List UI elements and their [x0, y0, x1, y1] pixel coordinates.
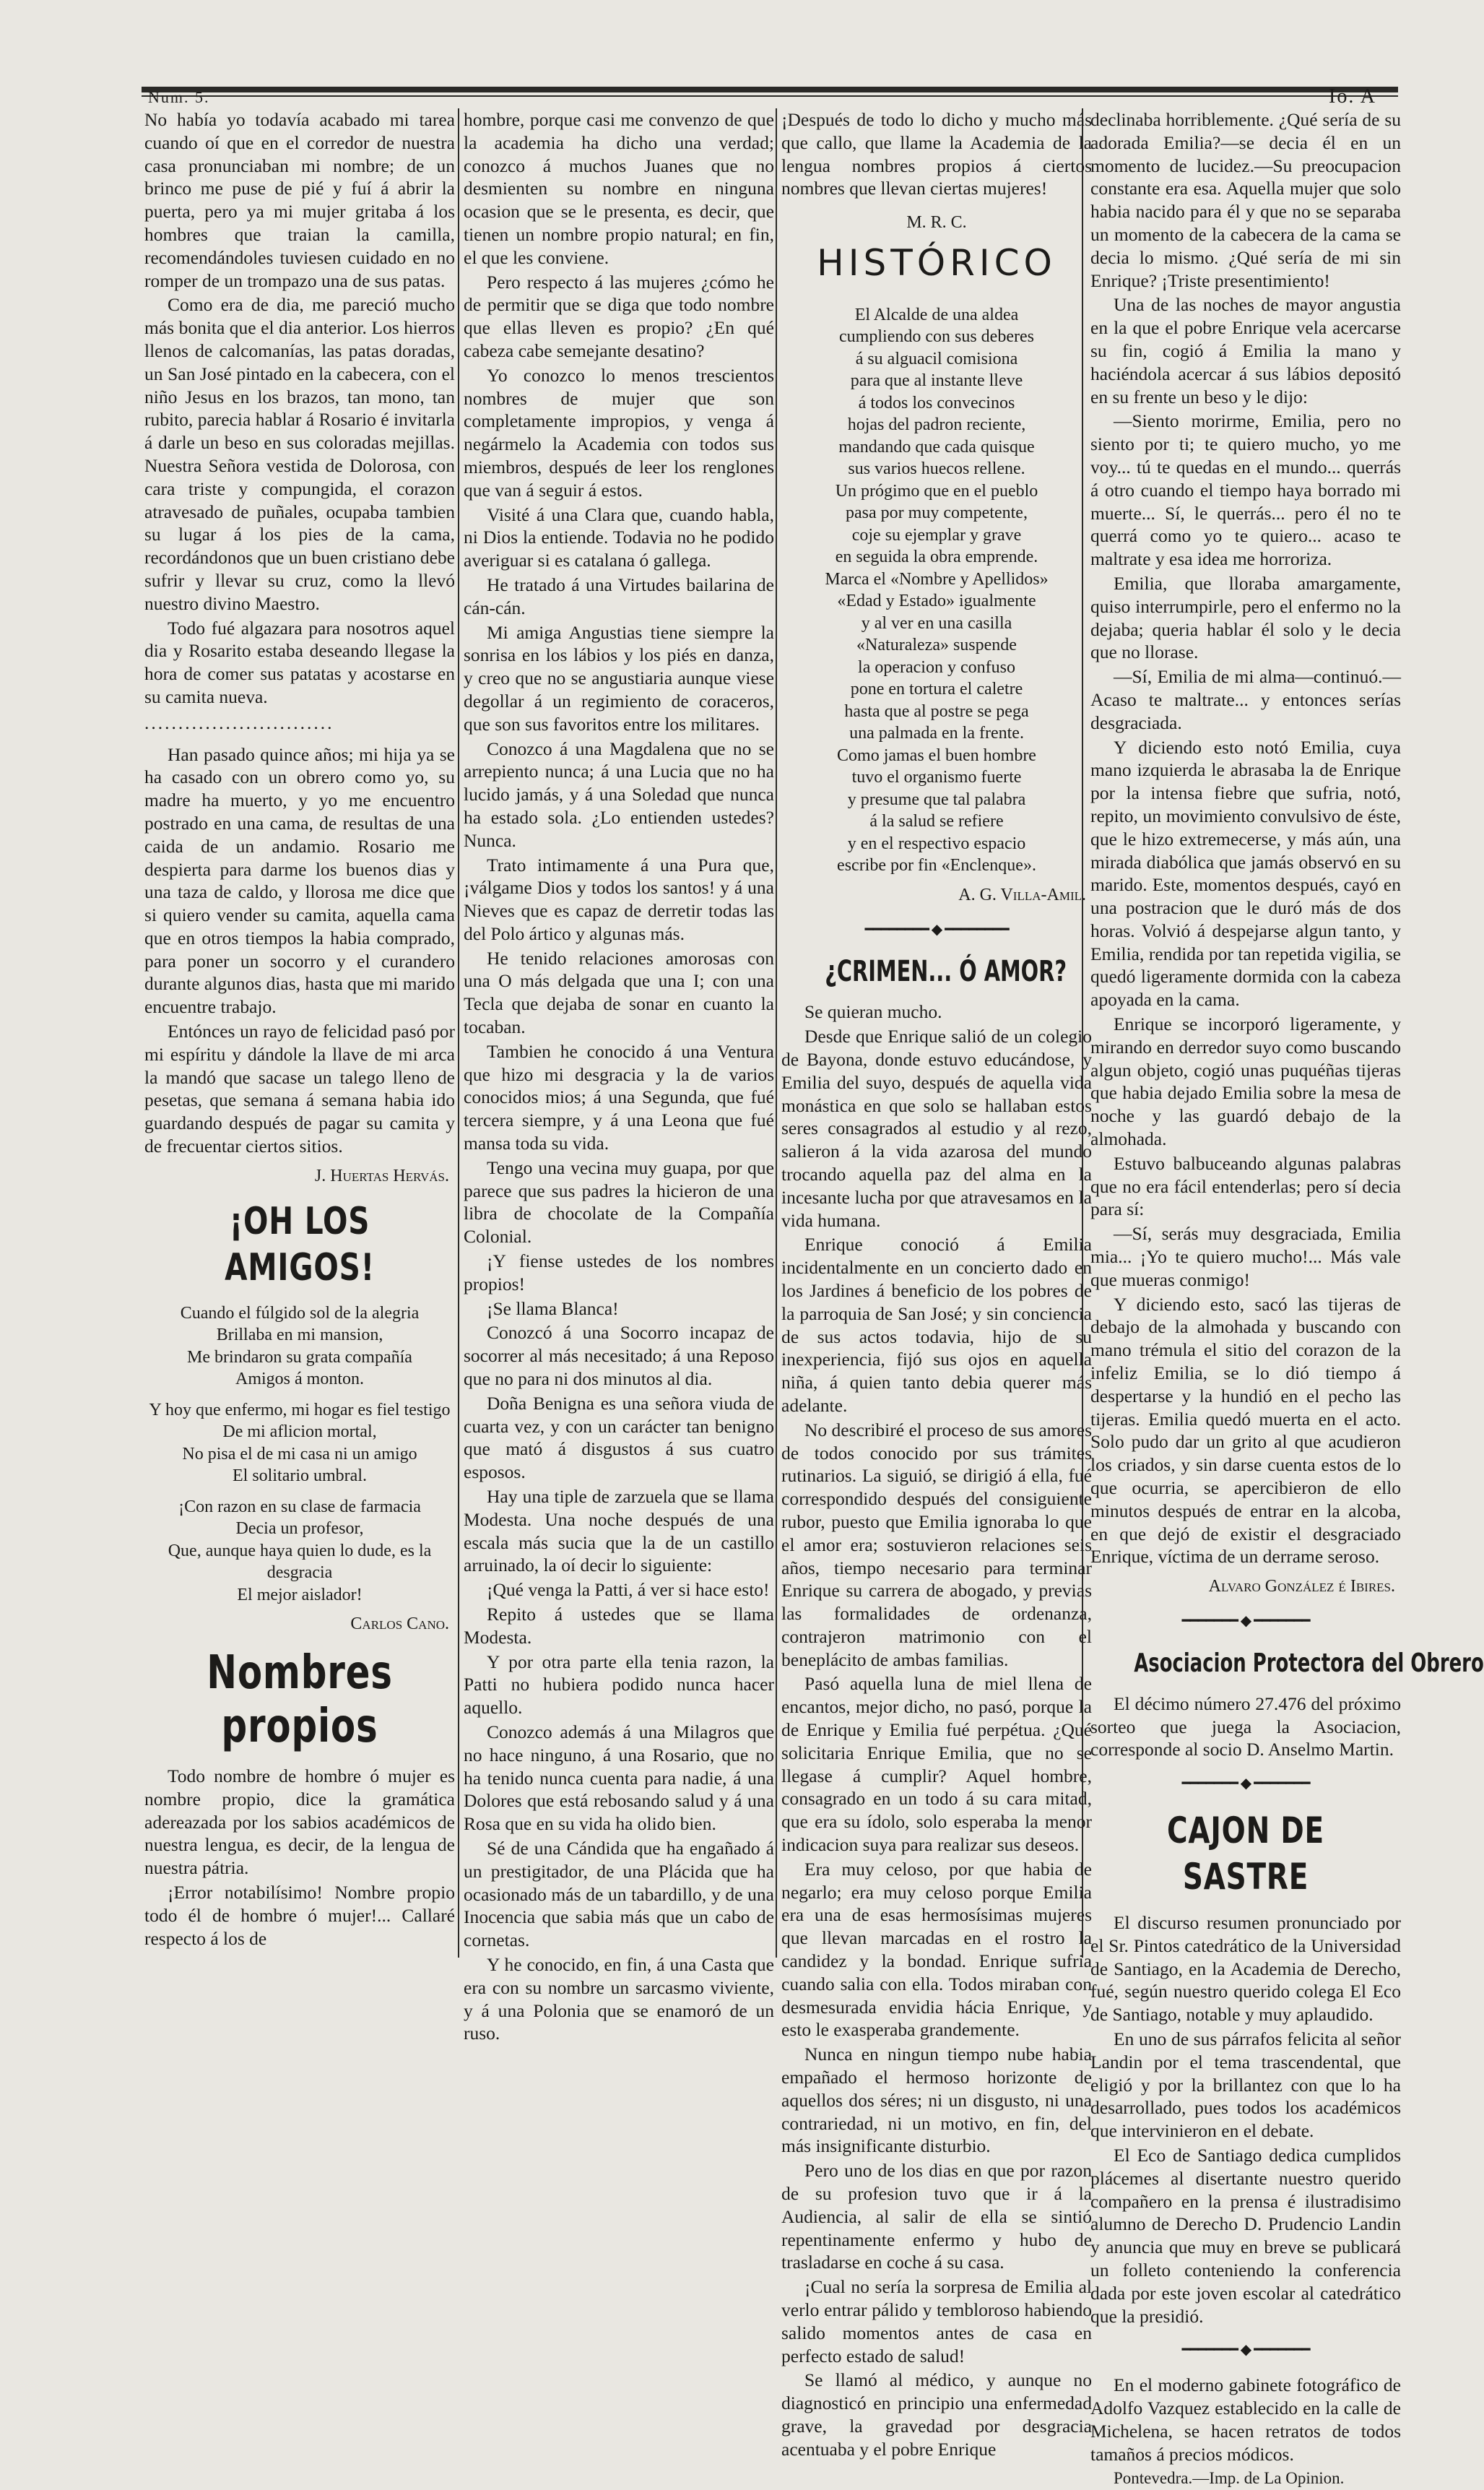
paragraph: Visité á una Clara que, cuando habla, ni Dios la entiende. Todavia no he podido averiguar si es catalana ó gallega.	[464, 503, 774, 571]
article-title: Nombres propios	[207, 1646, 393, 1753]
paragraph: El décimo número 27.476 del próximo sorteo que juega la Asociacion, corresponde al socio D. Anselmo Martin.	[1090, 1693, 1401, 1760]
paragraph: Doña Benigna es una señora viuda de cuarta vez, y con un carácter tan benigno que mató á disgustos á sus cuatro esposos.	[464, 1392, 774, 1483]
column-2	[464, 108, 774, 2088]
verse-line: cumpliendo con sus deberes	[839, 327, 1034, 347]
verse-line: Un prógimo que en el pueblo	[835, 481, 1038, 501]
paragraph: Conozco á una Magdalena que no se arrepiento nunca; á una Lucia que no ha lucido jamás, y á una Soledad que nunca ha estado sola. ¿Lo entienden ustedes? Nunca.	[464, 738, 774, 851]
paragraph: No describiré el proceso de sus amores de todos conocido por sus trámites rutinarios. La siguió, se dirigió á ella, fué correspondido después del consiguiente rubor, puesto que Emilia ignoraba lo que el amor era; sostuvieron relaciones seis años, tiempo necesario para terminar Enrique su carrera de abogado, y previas las formalidades de ordenanza, contrajeron matrimonio con el beneplácito de ambas familias.	[781, 1419, 1092, 1670]
paragraph: Hay una tiple de zarzuela que se llama Modesta. Una noche después de una escala más sucia que la de un castillo arruinado, la oí decir lo siguiente:	[464, 1486, 774, 1576]
verse-line: Como jamas el buen hombre	[837, 745, 1036, 765]
paragraph: Han pasado quince años; mi hija ya se ha casado con un obrero como yo, su madre ha muerto, y yo me encuentro postrado en una cama, de resultas de una caida de un andamio. Rosario me despierta para darme los buenos dias y una taza de caldo, y llorosa me dice que si quiero vender su camita, aquella cama que en otros tiempos la habia comprado, para poner un socorro y el curandero durante algunos dias, hasta que mi marido encuentre trabajo.	[144, 743, 455, 1018]
paragraph: He tenido relaciones amorosas con una O más delgada que una I; con una Tecla que dejaba de sonar en cuanto la tocaban.	[464, 947, 774, 1038]
verse-line: hojas del padron reciente,	[847, 415, 1026, 435]
author-signature: M. R. C.	[906, 213, 967, 233]
verse-line: escribe por fin «Enclenque».	[837, 856, 1036, 876]
ornament-divider: ━━━━━━━ ◆ ━━━━━━━	[1181, 1776, 1310, 1792]
paragraph: ¡Cual no sería la sorpresa de Emilia al verlo entrar pálido y tembloroso habiendo salido momentos antes de casa en perfecto estado de salud!	[781, 2276, 1092, 2366]
header-rule	[142, 87, 1398, 92]
verse-gap	[144, 1391, 455, 1399]
verse-line: Amigos á monton.	[235, 1370, 364, 1389]
verse-line: y en el respectivo espacio	[847, 834, 1026, 853]
paragraph: declinaba horriblemente. ¿Qué sería de su adorada Emilia?—se decia él en un momento de lucidez.—Su preocupacion constante era esa. Aquella mujer que solo habia nacido para él y que no se separaba un momento de la cabecera de la cama se decia lo mismo. ¿Qué sería de mi sin Enrique? ¡Triste presentimiento!	[1090, 109, 1401, 291]
column-1	[144, 108, 455, 2088]
imprint-line: Pontevedra.—Imp. de La Opinion.	[1114, 2469, 1345, 2488]
verse-line: la operacion y confuso	[858, 657, 1015, 677]
verse-line: tuvo el organismo fuerte	[851, 768, 1022, 787]
paragraph: Y he conocido, en fin, á una Casta que era con su nombre un sarcasmo viviente, y á una Polonia que se enamoró de un ruso.	[464, 1953, 774, 2044]
paragraph: Enrique conoció á Emilia incidentalmente en un concierto dado en los Jardines á beneficio de los pobres de la parroquia de San José; y sin conciencia de sus actos todavia, hijo de su inexperiencia, fijó sus ojos en aquella niña, á quien tanto debia querer más adelante.	[781, 1234, 1092, 1416]
verse-line: Y hoy que enfermo, mi hogar es fiel testigo	[149, 1400, 451, 1419]
verse-line: Decia un profesor,	[235, 1519, 364, 1539]
ellipsis-line: ............................	[144, 712, 334, 733]
page-marker: Io. A	[1329, 85, 1376, 108]
ornament-divider: ━━━━━━━ ◆ ━━━━━━━	[1181, 1613, 1310, 1629]
section-title: CAJON DE SASTRE	[1167, 1809, 1324, 1898]
verse-line: Me brindaron su grata compañía	[187, 1347, 412, 1367]
paragraph: Yo conozco lo menos trescientos nombres de mujer que son completamente impropios, y venga á negármelo la Academia con todos sus miembros, después de leer los renglones que van á seguir á estos.	[464, 364, 774, 501]
paragraph: Y diciendo esto notó Emilia, cuya mano izquierda le abrasaba la de Enrique por la intensa fiebre que sufria, notó, repito, un movimiento convulsivo de éste, que le hizo extremecerse, y más aún, una mirada diabólica que jamás observó en su marido. Este, momentos después, cayó en una postracion que le duró más de dos horas. Volvió á despejarse algun tanto, y Emilia, rendida por tan repetida vigilia, se quedó ligeramente dormida con la cabeza apoyada en la cama.	[1090, 736, 1401, 1011]
verse-line: hasta que al postre se pega	[844, 701, 1029, 721]
verse-line: Brillaba en mi mansion,	[216, 1326, 383, 1345]
paragraph: ¡Error notabilísimo! Nombre propio todo él de hombre ó mujer!... Callaré respecto á los de	[144, 1881, 455, 1949]
verse-line: en seguida la obra emprende.	[835, 548, 1038, 567]
paragraph: Trato intimamente á una Pura que, ¡válgame Dios y todos los santos! y á una Nieves que es capaz de derretir todas las del Polo ártico y algunas más.	[464, 854, 774, 944]
verse-line: «Edad y Estado» igualmente	[837, 592, 1036, 611]
paragraph: Y por otra parte ella tenia razon, la Patti no hubiera podido nunca hacer aquello.	[464, 1651, 774, 1719]
paragraph: Tengo una vecina muy guapa, por que parece que sus padres la hicieron de una libra de chocolate de la Compañía Colonial.	[464, 1157, 774, 1248]
paragraph: En el moderno gabinete fotográfico de Adolfo Vazquez establecido en la calle de Michelena, se hacen retratos de todos tamaños á precios módicos.	[1090, 2374, 1401, 2465]
paragraph: —Siento morirme, Emilia, pero no siento por ti; te quiero mucho, yo me voy... tú te quedas en el mundo... querrás á otro cuando el tiempo haya borrado mi muerte... Sí, le querrás... pero él no te querrá como yo te quiero... acaso te maltrate y esa idea me horroriza.	[1090, 410, 1401, 570]
paragraph: ¡Y fiense ustedes de los nombres propios!	[464, 1250, 774, 1294]
verse-line: á la salud se refiere	[869, 812, 1004, 831]
issue-number: Num. 5.	[148, 88, 210, 106]
paragraph: Se llamó al médico, y aunque no diagnosticó en principio una enfermedad grave, la gravedad por desgracia acentuaba y el pobre Enrique	[781, 2369, 1092, 2460]
article-title: ¡OH LOS AMIGOS!	[225, 1199, 375, 1289]
column-rule	[458, 108, 459, 1958]
paragraph: Desde que Enrique salió de un colegio de Bayona, donde estuvo educándose, y Emilia del suyo, después de aquella vida monástica en que solo se hallaban estos seres consagrados al estudio y al rezo, salieron á la vida azarosa del mundo trocando aquella paz del alma en la incesante lucha por que atravesamos en la vida humana.	[781, 1026, 1092, 1231]
paragraph: ¡Qué venga la Patti, á ver si hace esto!	[487, 1579, 770, 1601]
verse-line: y presume que tal palabra	[847, 790, 1026, 809]
paragraph: El Eco de Santiago dedica cumplidos plácemes al disertante nuestro querido compañero en la prensa é ilustradisimo alumno de Derecho D. Prudencio Landin y anuncia que muy en breve se publicará un folleto conteniendo la conferencia dada por este joven escolar al catedrático que la presidió.	[1090, 2144, 1401, 2327]
verse-line: Marca el «Nombre y Apellidos»	[825, 569, 1049, 589]
author-signature: A. G. Villa-Amil.	[958, 885, 1086, 904]
paragraph: Todo fué algazara para nosotros aquel dia y Rosarito estaba deseando llegase la hora de comer sus patatas y acostarse en su camita nueva.	[144, 617, 455, 707]
paragraph: ¡Después de todo lo dicho y mucho más que callo, que llame la Academia de la lengua nombres propios á ciertos nombres que llevan ciertas mujeres!	[781, 109, 1092, 199]
paragraph: —Sí, Emilia de mi alma—continuó.—Acaso te maltrate... y entonces serías desgraciada.	[1090, 666, 1401, 733]
article-title: HISTÓRICO	[817, 241, 1056, 284]
column-4	[1090, 108, 1484, 2488]
verse-line: El mejor aislador!	[237, 1585, 363, 1604]
verse-line: El Alcalde de una aldea	[854, 305, 1019, 324]
paragraph: Tambien he conocido á una Ventura que hizo mi desgracia y la de varios conocidos mios; á una Segunda, que fué tercera siempre, y á una Leona que fué mansa toda su vida.	[464, 1040, 774, 1154]
paragraph: ¡Se llama Blanca!	[487, 1297, 619, 1319]
column-rule	[776, 108, 777, 1958]
verse-line: mandando que cada quisque	[838, 437, 1035, 457]
verse-line: á todos los convecinos	[858, 393, 1015, 412]
ornament-divider: ━━━━━━━━ ◆ ━━━━━━━━	[864, 921, 1009, 938]
verse-line: una palmada en la frente.	[849, 724, 1024, 743]
paragraph: Como era de dia, me pareció mucho más bonita que el dia anterior. Los hierros llenos de calcomanías, las patas doradas, un San José pintado en la cabecera, con el niño Jesus en los brazos, tan mono, tan rubito, parecia hablar á Rosario é invitarla á darle un beso en sus coloradas mejillas. Nuestra Señora vestida de Dolorosa, con cara triste y compungida, el corazon atravesado de puñales, ocupaba tambien su lugar á los pies de la cama, recordándonos que un buen cristiano debe sufrir y llevar su cruz, como la llevó nuestro divino Maestro.	[144, 294, 455, 614]
verse-line: De mi aflicion mortal,	[222, 1422, 377, 1442]
paragraph: hombre, porque casi me convenzo de que la academia ha dicho una verdad; conozco á muchos Juanes que no desmienten su nombre en ninguna ocasion que se le presenta, es decir, que tienen un nombre propio natural; en fin, el que les conviene.	[464, 109, 774, 268]
paragraph: Enrique se incorporó ligeramente, y mirando en derredor suyo como buscando algun objeto, cogió unas puquéñas tijeras que habia dejado Emilia sobre la mesa de noche y las guardó debajo de la almohada.	[1090, 1013, 1401, 1150]
section-title: Asociacion Protectora del Obrero	[1134, 1648, 1484, 1678]
verse-line: «Naturaleza» suspende	[856, 636, 1017, 655]
paragraph: —Sí, serás muy desgraciada, Emilia mia... ¡Yo te quiero mucho!... Más vale que mueras conmigo!	[1090, 1223, 1401, 1290]
paragraph: Emilia, que lloraba amargamente, quiso interrumpirle, pero el enfermo no la dejaba; queria hablar él solo y le decia que no llorase.	[1090, 572, 1401, 663]
article-title: ¿CRIMEN... Ó AMOR?	[825, 955, 1067, 989]
author-signature: Alvaro González é Ibires.	[1208, 1577, 1395, 1596]
paragraph: Y diciendo esto, sacó las tijeras de debajo de la almohada y buscando con mano trémula el sitio del corazon de la infeliz Emilia, se lo dió tiempo á despertarse y la hundió en el pecho las tijeras. Emilia quedó muerta en el acto. Solo pudo dar un grito al que acudieron los criados, y sin darse cuenta estos de lo que ocurria, se apercibieron de ello minutos después de entrar en la alcoba, en que dejó de existir el desgraciado Enrique, víctima de un derrame seroso.	[1090, 1293, 1401, 1568]
verse-line: y al ver en una casilla	[861, 613, 1012, 633]
paragraph: Conozcó á una Socorro incapaz de socorrer al más necesitado; á una Reposo que no para ni dos minutos al dia.	[464, 1322, 774, 1390]
author-signature: J. Huertas Hervás.	[314, 1166, 449, 1185]
verse-line: El solitario umbral.	[233, 1466, 367, 1486]
paragraph: Repito á ustedes que se llama Modesta.	[464, 1604, 774, 1648]
paragraph: En uno de sus párrafos felicita al señor Landin por el tema trascendental, que eligió y por la brillantez con que lo ha desarrollado, pues todos los académicos que intervinieron en el debate.	[1090, 2028, 1401, 2142]
paragraph: Una de las noches de mayor angustia en la que el pobre Enrique vela acercarse su fin, cogió á Emilia la mano y haciéndola acercar á sus lábios depositó en su frente un beso y le dijo:	[1090, 294, 1401, 407]
paragraph: No había yo todavía acabado mi tarea cuando oí que en el corredor de nuestra casa pronunciaban mi nombre; de un brinco me puse de pié y fuí á abrir la puerta, pero ya mi mujer gritaba á los hombres que traian la camilla, recomendándoles tuviesen cuidado en no romper de un trompazo una de sus patas.	[144, 109, 455, 291]
verse-line: pasa por muy competente,	[846, 503, 1028, 523]
verse-line: Que, aunque haya quien lo dude, es la desgracia	[168, 1541, 432, 1583]
paragraph: Nunca en ningun tiempo nube habia empañado el hermoso horizonte de aquellos dos séres; ni un disgusto, ni una contrariedad, ni un motivo, en fin, del más insignificante disturbio.	[781, 2044, 1092, 2157]
paragraph: Se quieran mucho.	[804, 1001, 942, 1023]
paragraph: He tratado á una Virtudes bailarina de cán-cán.	[464, 574, 774, 618]
verse-gap	[144, 1487, 455, 1496]
ornament-divider: ━━━━━━━ ◆ ━━━━━━━	[1181, 2342, 1310, 2359]
paragraph: Entónces un rayo de felicidad pasó por mi espíritu y dándole la llave de mi arca la mandó que sacase un talego lleno de pesetas, que semana á semana habia ido guardando después de pagar su camita y de frecuentar ciertos sitios.	[144, 1021, 455, 1157]
verse-line: Cuando el fúlgido sol de la alegria	[180, 1303, 420, 1323]
paragraph: Todo nombre de hombre ó mujer es nombre propio, dice la gramática adereazada por los sabios académicos de nuestra lengua, es decir, de la lengua de nuestra pátria.	[144, 1765, 455, 1879]
verse-line: á su alguacil comisiona	[855, 349, 1018, 368]
paragraph: El discurso resumen pronunciado por el Sr. Pintos catedrático de la Universidad de Santiago, en la Academia de Derecho, fué, según nuestro querido colega El Eco de Santiago, notable y muy aplaudido.	[1090, 1911, 1401, 2026]
paragraph: Conozco además á una Milagros que no hace ninguno, á una Rosario, que no ha tenido nunca cuenta para nadie, á una Dolores que está rebosando salud y á una Rosa que en su vida ha olido bien.	[464, 1721, 774, 1835]
paragraph: Sé de una Cándida que ha engañado á un prestigitador, de una Plácida que ha ocasionado más de un tabardillo, y de una Inocencia que sabia más que un cabo de cornetas.	[464, 1837, 774, 1951]
paragraph: Pasó aquella luna de miel llena de encantos, mejor dicho, no pasó, porque la de Enrique y Emilia fué perpétua. ¿Qué solicitaria Enrique Emilia, que no se llegase á cumplir? Aquel hombre, consagrado en un todo á su cara mitad, que era su ídolo, solo esperaba la menor indicacion suya para realizar sus deseos.	[781, 1673, 1092, 1856]
header-rule-thin	[142, 95, 1398, 97]
paragraph: Era muy celoso, por que habia de negarlo; era muy celoso porque Emilia era una de esas hermosísimas mujeres que llevan marcadas en el rostro la candidez y la bondad. Enrique sufria cuando salia con ella. Todos miraban con desmesurada envidia hácia Enrique, y esto le exasperaba grandemente.	[781, 1858, 1092, 2041]
column-3	[781, 108, 1092, 2460]
paragraph: Pero uno de los dias en que por razon de su profesion tuvo que ir á la Audiencia, al salir de ella se sintió repentinamente enfermo y hubo de trasladarse en coche á su casa.	[781, 2160, 1092, 2273]
verse-line: No pisa el de mi casa ni un amigo	[182, 1444, 417, 1464]
author-signature: Carlos Cano.	[350, 1614, 449, 1634]
verse-line: para que al instante lleve	[850, 371, 1023, 391]
paragraph: Mi amiga Angustias tiene siempre la sonrisa en los lábios y los piés en danza, y creo que no se angustiaria aunque viese degollar á un regimiento de coraceros, que son sus favoritos entre los militares.	[464, 621, 774, 735]
paragraph: Pero respecto á las mujeres ¿cómo he de permitir que se diga que todo nombre que ellas lleven es propio? ¿En qué cabeza cabe semejante desatino?	[464, 271, 774, 361]
verse-line: pone en tortura el caletre	[850, 680, 1023, 699]
verse-line: ¡Con razon en su clase de farmacia	[178, 1497, 421, 1516]
verse-line: coje su ejemplar y grave	[851, 525, 1022, 545]
verse-line: sus varios huecos rellene.	[848, 459, 1025, 479]
paragraph: Estuvo balbuceando algunas palabras que no era fácil entenderlas; pero sí decia para sí:	[1090, 1152, 1401, 1220]
